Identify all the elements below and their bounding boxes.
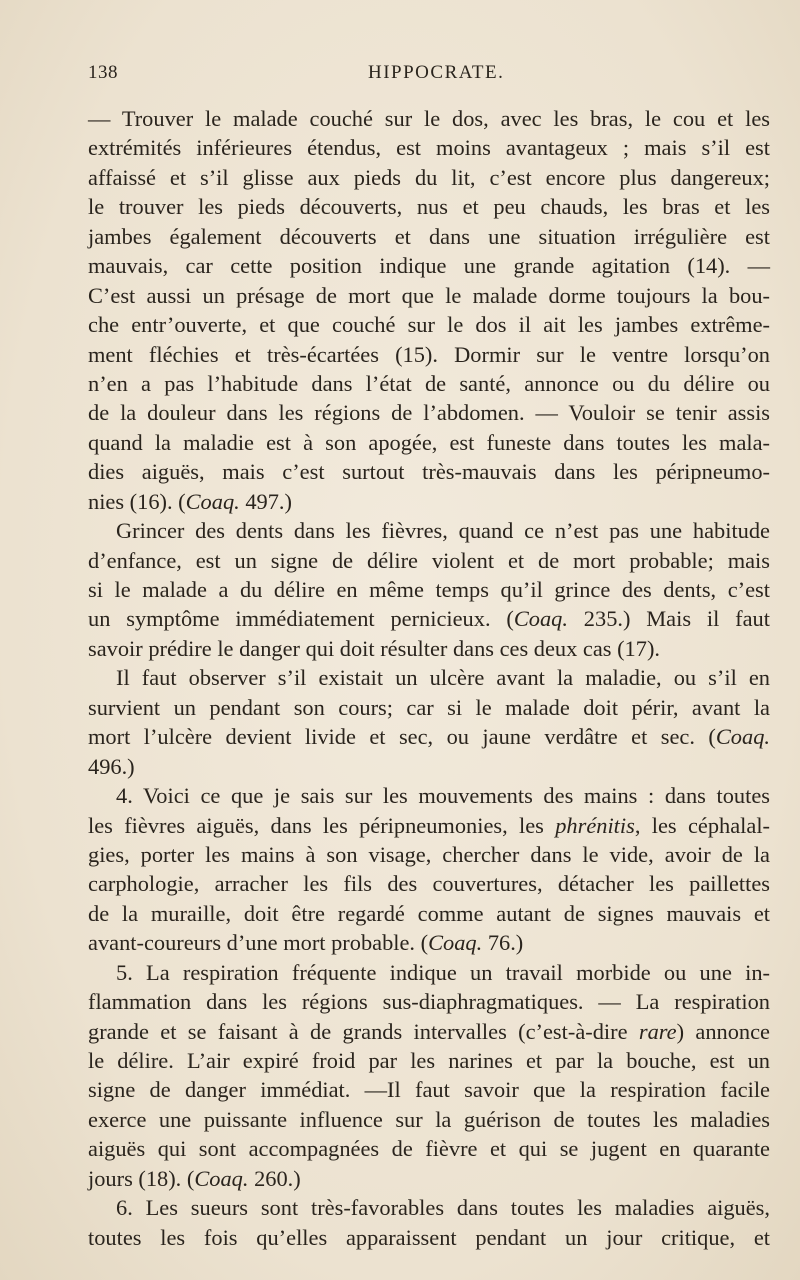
text-line: C’est aussi un présage de mort que le malade dorme toujours la bou- xyxy=(88,282,770,308)
text-line: nies (16). (Coaq. 497.) xyxy=(88,488,292,514)
text-line: 4. Voici ce que je sais sur les mouvements des mains : dans toutes xyxy=(116,783,770,809)
text-line: signe de danger immédiat. —Il faut savoir que la respiration facile xyxy=(88,1077,770,1103)
page-header xyxy=(88,62,778,92)
text-line: savoir prédire le danger qui doit résulter dans ces deux cas (17). xyxy=(88,635,660,661)
text-line: dies aiguës, mais c’est surtout très-mauvais dans les péripneumo- xyxy=(88,459,770,485)
text-line: mort l’ulcère devient livide et sec, ou jaune verdâtre et sec. (Coaq. xyxy=(88,724,770,750)
text-line: 496.) xyxy=(88,753,135,779)
text-line: de la douleur dans les régions de l’abdomen. — Vouloir se tenir assis xyxy=(88,400,770,426)
text-line: un symptôme immédiatement pernicieux. (Coaq. 235.) Mais il faut xyxy=(88,606,770,632)
running-title: HIPPOCRATE. xyxy=(368,62,505,83)
text-line: survient un pendant son cours; car si le malade doit périr, avant la xyxy=(88,694,770,720)
text-line: aiguës qui sont accompagnées de fièvre et qui se jugent en quarante xyxy=(88,1136,770,1162)
text-line: 5. La respiration fréquente indique un travail morbide ou une in- xyxy=(116,959,770,985)
body-text xyxy=(88,104,770,1252)
text-line: quand la maladie est à son apogée, est funeste dans toutes les mala- xyxy=(88,429,770,455)
text-line: le trouver les pieds découverts, nus et peu chauds, les bras et les xyxy=(88,194,770,220)
text-line: jours (18). (Coaq. 260.) xyxy=(88,1165,301,1191)
text-line: gies, porter les mains à son visage, chercher dans le vide, avoir de la xyxy=(88,841,770,867)
text-line: 6. Les sueurs sont très-favorables dans toutes les maladies aiguës, xyxy=(116,1195,770,1221)
text-line: carphologie, arracher les fils des couvertures, détacher les paillettes xyxy=(88,871,770,897)
text-line: si le malade a du délire en même temps qu’il grince des dents, c’est xyxy=(88,577,770,602)
text-line: d’enfance, est un signe de délire violent et de mort probable; mais xyxy=(88,547,770,573)
text-line: exerce une puissante influence sur la guérison de toutes les maladies xyxy=(88,1106,770,1132)
text-line: ment fléchies et très-écartées (15). Dormir sur le ventre lorsqu’on xyxy=(88,341,770,367)
text-line: grande et se faisant à de grands intervalles (c’est-à-dire rare) annonce xyxy=(88,1018,770,1044)
text-line: les fièvres aiguës, dans les péripneumonies, les phrénitis, les céphalal- xyxy=(88,812,770,838)
page-number: 138 xyxy=(88,62,118,83)
text-line: extrémités inférieures étendus, est moins avantageux ; mais s’il est xyxy=(88,135,770,161)
text-line: toutes les fois qu’elles apparaissent pendant un jour critique, et xyxy=(88,1224,770,1250)
text-line: che entr’ouverte, et que couché sur le dos il ait les jambes extrême- xyxy=(88,312,770,338)
text-line: le délire. L’air expiré froid par les narines et par la bouche, est un xyxy=(88,1048,770,1073)
text-line: n’en a pas l’habitude dans l’état de santé, annonce ou du délire ou xyxy=(88,370,770,396)
text-line: avant-coureurs d’une mort probable. (Coaq. 76.) xyxy=(88,930,524,956)
text-line: jambes également découverts et dans une situation irrégulière est xyxy=(88,223,770,249)
text-line: de la muraille, doit être regardé comme autant de signes mauvais et xyxy=(88,900,770,926)
text-line: affaissé et s’il glisse aux pieds du lit, c’est encore plus dangereux; xyxy=(88,164,770,190)
text-line: — Trouver le malade couché sur le dos, avec les bras, le cou et les xyxy=(88,106,770,131)
text-line: Grincer des dents dans les fièvres, quand ce n’est pas une habitude xyxy=(116,518,770,544)
text-line: mauvais, car cette position indique une grande agitation (14). — xyxy=(88,253,770,279)
text-line: Il faut observer s’il existait un ulcère avant la maladie, ou s’il en xyxy=(116,665,770,691)
text-line: flammation dans les régions sus-diaphragmatiques. — La respiration xyxy=(88,989,770,1015)
